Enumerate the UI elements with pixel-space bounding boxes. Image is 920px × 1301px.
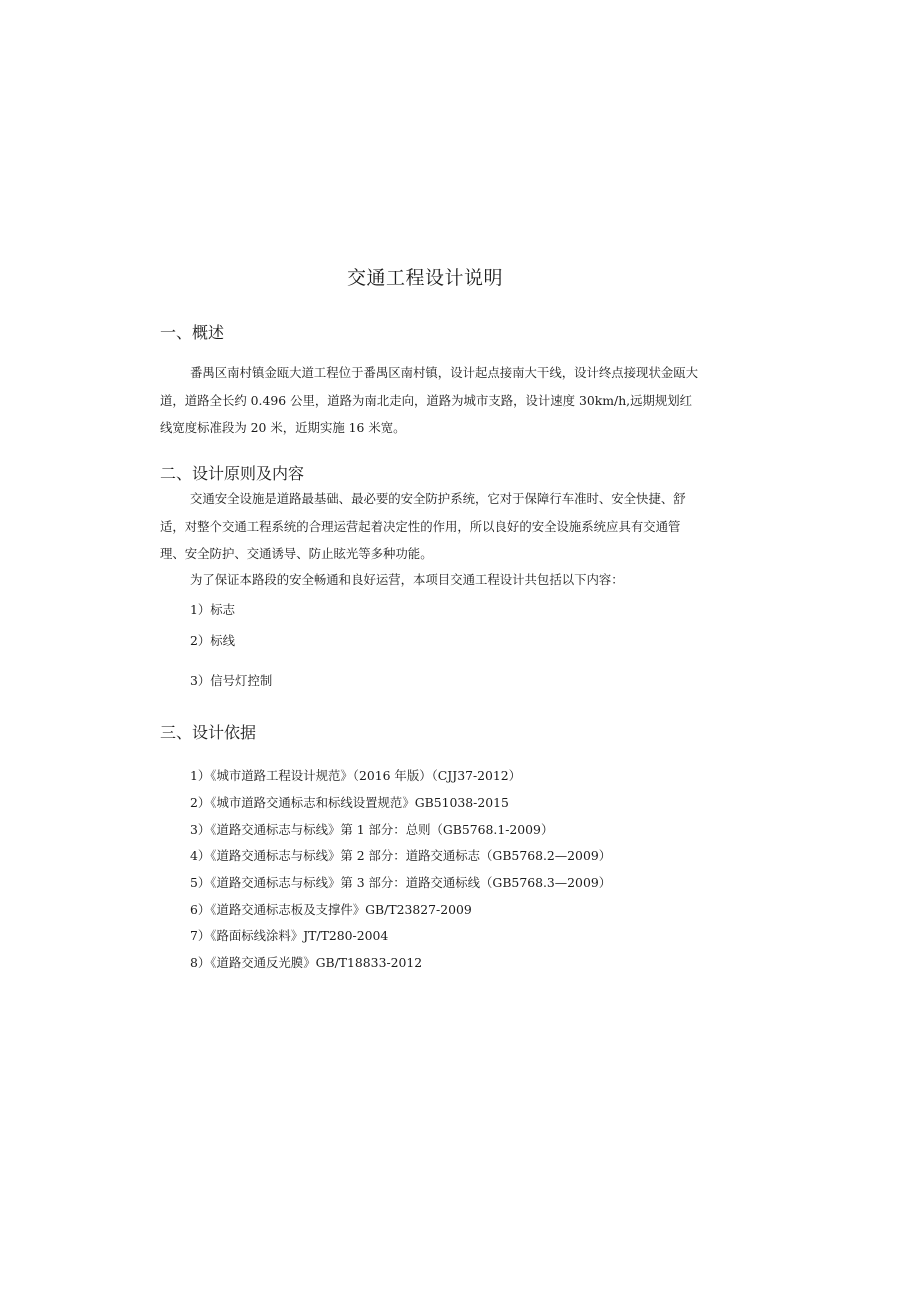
overview-paragraph: 番禺区南村镇金瓯大道工程位于番禺区南村镇，设计起点接南大干线，设计终点接现状金瓯大道，道路全长约 0.496 公里，道路为南北走向，道路为城市支路，设计速度 30km/h,远期规划红线宽度标准段为 20 米，近期实施 16 米宽。 bbox=[160, 365, 699, 435]
list-item: 3）信号灯控制 bbox=[190, 673, 273, 688]
list-item: 8）《道路交通反光膜》GB/T18833-2012 bbox=[190, 955, 423, 970]
section-heading-overview: 一、概述 bbox=[160, 323, 225, 342]
document-title: 交通工程设计说明 bbox=[346, 267, 503, 289]
list-item: 7）《路面标线涂料》JT/T280-2004 bbox=[190, 928, 389, 943]
list-item: 6）《道路交通标志板及支撑件》GB/T23827-2009 bbox=[190, 902, 472, 917]
section-heading-basis: 三、设计依据 bbox=[160, 723, 257, 742]
list-item: 1）标志 bbox=[190, 602, 236, 617]
list-item: 5）《道路交通标志与标线》第 3 部分：道路交通标线（GB5768.3—2009） bbox=[190, 875, 612, 890]
contents-intro-text: 为了保证本路段的安全畅通和良好运营，本项目交通工程设计共包括以下内容： bbox=[190, 572, 624, 587]
principles-paragraph: 交通安全设施是道路最基础、最必要的安全防护系统，它对于保障行车准时、安全快捷、舒适，对整个交通工程系统的合理运营起着决定性的作用，所以良好的安全设施系统应具有交通管理、安全防护、交通诱导、防止眩光等多种功能。 bbox=[160, 491, 686, 561]
section-heading-principles: 二、设计原则及内容 bbox=[160, 464, 305, 483]
list-item: 3）《道路交通标志与标线》第 1 部分：总则（GB5768.1-2009） bbox=[190, 822, 554, 837]
list-item: 1）《城市道路工程设计规范》（2016 年版）（CJJ37-2012） bbox=[190, 768, 522, 783]
list-item: 4）《道路交通标志与标线》第 2 部分：道路交通标志（GB5768.2—2009） bbox=[190, 848, 612, 863]
list-item: 2）《城市道路交通标志和标线设置规范》GB51038-2015 bbox=[190, 795, 509, 810]
list-item: 2）标线 bbox=[190, 633, 236, 648]
